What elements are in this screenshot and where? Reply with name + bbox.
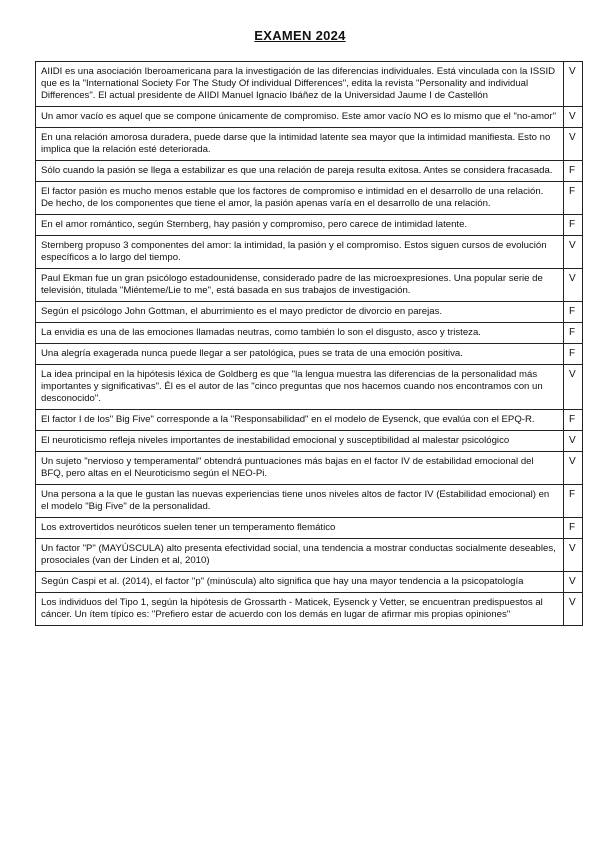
statement-cell: Una persona a la que le gustan las nuevas experiencias tiene unos niveles altos de factor IV (Estabilidad emocional) en el modelo "Big Five" de la personalidad. — [36, 485, 564, 518]
statement-cell: Un sujeto "nervioso y temperamental" obtendrá puntuaciones más bajas en el factor IV de estabilidad emocional del BFQ, pero altas en el Neuroticismo según el NEO-Pi. — [36, 452, 564, 485]
table-row — [36, 161, 583, 182]
answer-cell: F — [564, 182, 583, 215]
table-row — [36, 62, 583, 107]
answer-cell: V — [564, 452, 583, 485]
exam-table-body — [36, 62, 583, 626]
answer-cell: V — [564, 62, 583, 107]
statement-cell: En el amor romántico, según Sternberg, hay pasión y compromiso, pero carece de intimidad latente. — [36, 215, 564, 236]
statement-cell: La envidia es una de las emociones llamadas neutras, como también lo son el disgusto, asco y tristeza. — [36, 323, 564, 344]
table-row — [36, 365, 583, 410]
table-row — [36, 344, 583, 365]
answer-cell: F — [564, 344, 583, 365]
page-title: EXAMEN 2024 — [254, 28, 346, 43]
statement-cell: El neuroticismo refleja niveles importantes de inestabilidad emocional y susceptibilidad al malestar psicológico — [36, 431, 564, 452]
answer-cell: F — [564, 410, 583, 431]
table-row — [36, 410, 583, 431]
answer-cell: F — [564, 215, 583, 236]
statement-cell: Según Caspi et al. (2014), el factor "p" (minúscula) alto significa que hay una mayor tendencia a la psicopatología — [36, 572, 564, 593]
answer-cell: V — [564, 269, 583, 302]
statement-cell: Los extrovertidos neuróticos suelen tener un temperamento flemático — [36, 518, 564, 539]
answer-cell: V — [564, 431, 583, 452]
exam-table — [35, 61, 583, 626]
statement-cell: La idea principal en la hipótesis léxica de Goldberg es que "la lengua muestra las diferencias de la personalidad más importantes y significativas". Él es el autor de las "cinco preguntas que nos hacemos cuando nos encontramos con un desconocido". — [36, 365, 564, 410]
statement-cell: El factor I de los" Big Five" corresponde a la "Responsabilidad" en el modelo de Eysenck, que evalúa con el EPQ-R. — [36, 410, 564, 431]
table-row — [36, 107, 583, 128]
answer-cell: F — [564, 302, 583, 323]
answer-cell: V — [564, 572, 583, 593]
statement-cell: Sólo cuando la pasión se llega a estabilizar es que una relación de pareja resulta exitosa. Antes se considera fracasada. — [36, 161, 564, 182]
table-row — [36, 302, 583, 323]
answer-cell: V — [564, 539, 583, 572]
answer-cell: V — [564, 236, 583, 269]
statement-cell: Sternberg propuso 3 componentes del amor: la intimidad, la pasión y el compromiso. Estos siguen cursos de evolución específicos a lo largo del tiempo. — [36, 236, 564, 269]
table-row — [36, 128, 583, 161]
statement-cell: Los individuos del Tipo 1, según la hipótesis de Grossarth - Maticek, Eysenck y Vetter, se encuentran predispuestos al cáncer. Un ítem típico es: "Prefiero estar de acuerdo con los demás en lugar de afirmar mis propias opiniones" — [36, 593, 564, 626]
statement-cell: AIIDI es una asociación Iberoamericana para la investigación de las diferencias individuales. Está vinculada con la ISSID que es la "International Society For The Study Of individual Differences", edita la revista "Personality and individual Differences". El actual presidente de AIIDI Manuel Ignacio Ibáñez de la Universidad Jaume I de Castellón — [36, 62, 564, 107]
statement-cell: Según el psicólogo John Gottman, el aburrimiento es el mayo predictor de divorcio en parejas. — [36, 302, 564, 323]
answer-cell: V — [564, 365, 583, 410]
statement-cell: El factor pasión es mucho menos estable que los factores de compromiso e intimidad en el desarrollo de una relación. De hecho, de los componentes que tiene el amor, la pasión apenas varía en el desarrollo de una relación. — [36, 182, 564, 215]
table-row — [36, 215, 583, 236]
answer-cell: F — [564, 161, 583, 182]
answer-cell: V — [564, 128, 583, 161]
answer-cell: F — [564, 485, 583, 518]
statement-cell: En una relación amorosa duradera, puede darse que la intimidad latente sea mayor que la intimidad manifiesta. Esto no implica que la relación esté deteriorada. — [36, 128, 564, 161]
table-row — [36, 485, 583, 518]
table-row — [36, 431, 583, 452]
statement-cell: Paul Ekman fue un gran psicólogo estadounidense, considerado padre de las microexpresiones. Una popular serie de televisión, titulada "Miénteme/Lie to me", está basada en sus trabajos de investigación. — [36, 269, 564, 302]
statement-cell: Un amor vacío es aquel que se compone únicamente de compromiso. Este amor vacío NO es lo mismo que el "no-amor" — [36, 107, 564, 128]
answer-cell: F — [564, 518, 583, 539]
table-row — [36, 539, 583, 572]
answer-cell: V — [564, 107, 583, 128]
table-row — [36, 593, 583, 626]
table-row — [36, 269, 583, 302]
table-row — [36, 323, 583, 344]
table-row — [36, 452, 583, 485]
statement-cell: Una alegría exagerada nunca puede llegar a ser patológica, pues se trata de una emoción positiva. — [36, 344, 564, 365]
table-row — [36, 518, 583, 539]
statement-cell: Un factor "P" (MAYÚSCULA) alto presenta efectividad social, una tendencia a mostrar conductas socialmente deseables, prosociales (van der Linden et al, 2010) — [36, 539, 564, 572]
answer-cell: F — [564, 323, 583, 344]
table-row — [36, 182, 583, 215]
table-row — [36, 572, 583, 593]
answer-cell: V — [564, 593, 583, 626]
table-row — [36, 236, 583, 269]
